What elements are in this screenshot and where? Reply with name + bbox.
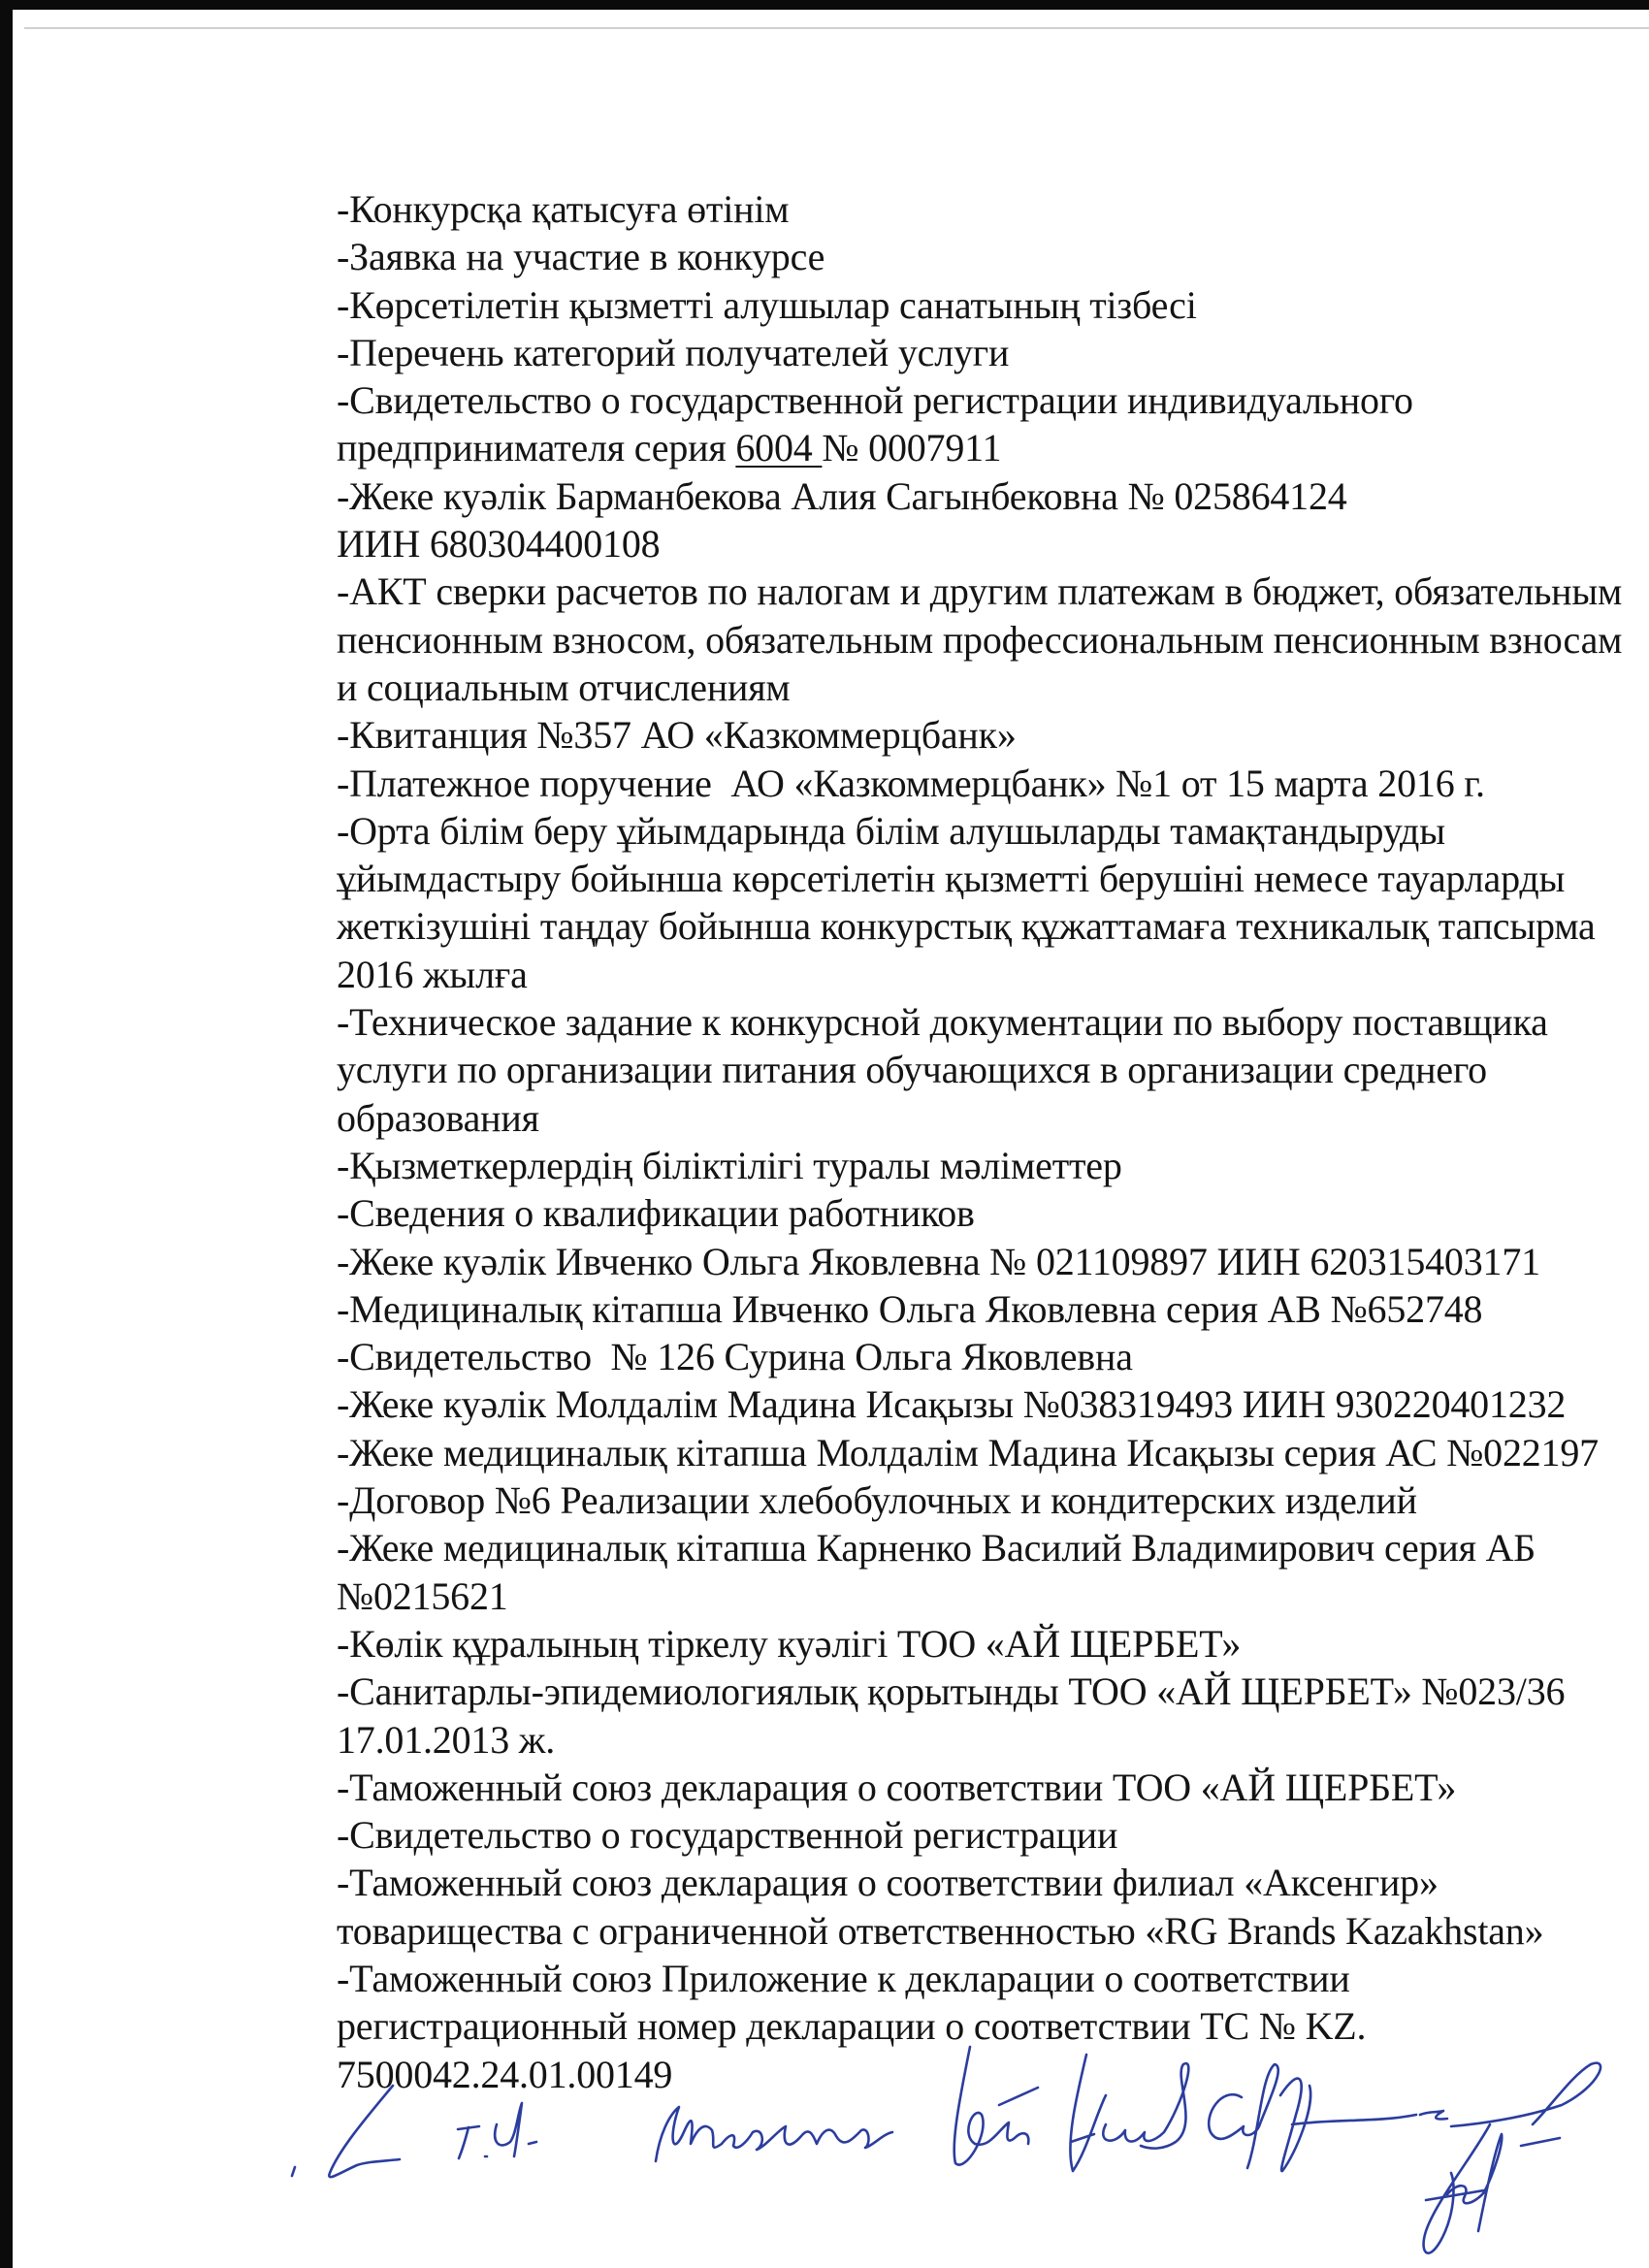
list-item-continuation: 2016 жылға bbox=[337, 952, 528, 996]
list-item-continuation: №0215621 bbox=[337, 1573, 508, 1618]
list-item-continuation: пенсионным взносом, обязательным профессиональным пенсионным взносам bbox=[337, 617, 1623, 662]
list-item: -Көрсетілетін қызметті алушылар санатының тізбесі bbox=[337, 282, 1197, 327]
signature-1 bbox=[329, 2086, 400, 2177]
list-item: -Таможенный союз декларация о соответствии филиал «Аксенгир» bbox=[337, 1861, 1439, 1905]
signature-2 bbox=[458, 2103, 536, 2158]
list-item-continuation: 17.01.2013 ж. bbox=[337, 1717, 556, 1762]
list-item: -Жеке куәлік Барманбекова Алия Сагынбековна № 025864124 bbox=[337, 473, 1347, 518]
list-item-continuation: образования bbox=[337, 1095, 539, 1140]
list-item: -Свидетельство о государственной регистрации индивидуального bbox=[337, 378, 1413, 423]
list-item: -Техническое задание к конкурсной документации по выбору поставщика bbox=[337, 1000, 1548, 1045]
list-item: -Платежное поручение АО «Казкоммерцбанк» №1 от 15 марта 2016 г. bbox=[337, 761, 1485, 805]
signature-6 bbox=[1209, 2064, 1447, 2171]
list-item-continuation: ұйымдастыру бойынша көрсетілетін қызметті берушіні немесе тауарларды bbox=[337, 857, 1566, 901]
series-number-underlined: 6004 bbox=[735, 426, 823, 470]
signature-mark-comma bbox=[292, 2167, 295, 2176]
list-item: -Договор №6 Реализации хлебобулочных и кондитерских изделий bbox=[337, 1478, 1417, 1523]
list-item: -Свидетельство о государственной регистрации bbox=[337, 1813, 1118, 1858]
list-item: -Жеке куәлік Ивченко Ольга Яковлевна № 021109897 ИИН 620315403171 bbox=[337, 1239, 1540, 1283]
list-item-continuation: жеткізушіні таңдау бойынша конкурстық құжаттамаға техникалық тапсырма bbox=[337, 904, 1596, 949]
list-item: -Жеке медициналық кітапша Карненко Василий Владимирович серия АБ bbox=[337, 1526, 1536, 1571]
list-item: -Заявка на участие в конкурсе bbox=[337, 235, 825, 279]
list-item: -Перечень категорий получателей услуги bbox=[337, 330, 1010, 374]
list-item-continuation: услуги по организации питания обучающихся в организации среднего bbox=[337, 1048, 1487, 1092]
list-item: -Санитарлы-эпидемиологиялық қорытынды ТОО «АЙ ЩЕРБЕТ» №023/36 bbox=[337, 1669, 1566, 1714]
list-item: -Медициналық кітапша Ивченко Ольга Яковлевна серия АВ №652748 bbox=[337, 1286, 1483, 1331]
list-item: -Қызметкерлердің біліктілігі туралы мәліметтер bbox=[337, 1143, 1122, 1187]
list-item-continuation: товарищества с ограниченной ответственностью «RG Brands Kazakhstan» bbox=[337, 1908, 1544, 1953]
list-item-continuation bbox=[337, 424, 1627, 471]
signature-5 bbox=[1070, 2055, 1188, 2171]
header-rule bbox=[24, 27, 1649, 29]
list-item: -Жеке медициналық кітапша Молдалім Мадина Исақызы серия АС №022197 bbox=[337, 1430, 1599, 1474]
signature-4 bbox=[954, 2047, 1038, 2165]
scan-border-top bbox=[0, 0, 1649, 10]
list-item: -Квитанция №357 АО «Казкоммерцбанк» bbox=[337, 713, 1017, 758]
list-item: -Таможенный союз Приложение к декларации о соответствии bbox=[337, 1956, 1350, 2000]
list-item: -Свидетельство № 126 Сурина Ольга Яковлевна bbox=[337, 1335, 1133, 1379]
certificate-number: № 0007911 bbox=[822, 426, 1002, 470]
list-item: -Орта білім беру ұйымдарында білім алушыларды тамақтандыруды bbox=[337, 808, 1445, 853]
list-item-continuation: 7500042.24.01.00149 bbox=[337, 2052, 673, 2096]
document-list bbox=[337, 185, 1627, 2098]
signatures-area bbox=[0, 2037, 1649, 2268]
list-item: -АКТ сверки расчетов по налогам и другим платежам в бюджет, обязательным bbox=[337, 569, 1623, 614]
scan-border-left bbox=[0, 0, 13, 2268]
list-item: -Жеке куәлік Молдалім Мадина Исақызы №038319493 ИИН 930220401232 bbox=[337, 1382, 1567, 1427]
list-item: -Көлік құралының тіркелу куәлігі ТОО «АЙ ЩЕРБЕТ» bbox=[337, 1621, 1242, 1666]
list-item: -Конкурсқа қатысуға өтінім bbox=[337, 187, 790, 231]
list-item: -Таможенный союз декларация о соответствии ТОО «АЙ ЩЕРБЕТ» bbox=[337, 1765, 1457, 1809]
list-item: -Сведения о квалификации работников bbox=[337, 1191, 975, 1236]
list-item-continuation: регистрационный номер декларации о соответствии ТС № KZ. bbox=[337, 2004, 1367, 2049]
signatures-drawing bbox=[0, 2037, 1649, 2268]
signature-7 bbox=[1451, 2063, 1600, 2146]
series-label: предпринимателя серия bbox=[337, 426, 736, 470]
signature-8 bbox=[1424, 2124, 1503, 2253]
signature-3 bbox=[656, 2107, 892, 2161]
list-item-continuation: и социальным отчислениям bbox=[337, 664, 791, 709]
list-item-continuation: ИИН 680304400108 bbox=[337, 522, 661, 567]
